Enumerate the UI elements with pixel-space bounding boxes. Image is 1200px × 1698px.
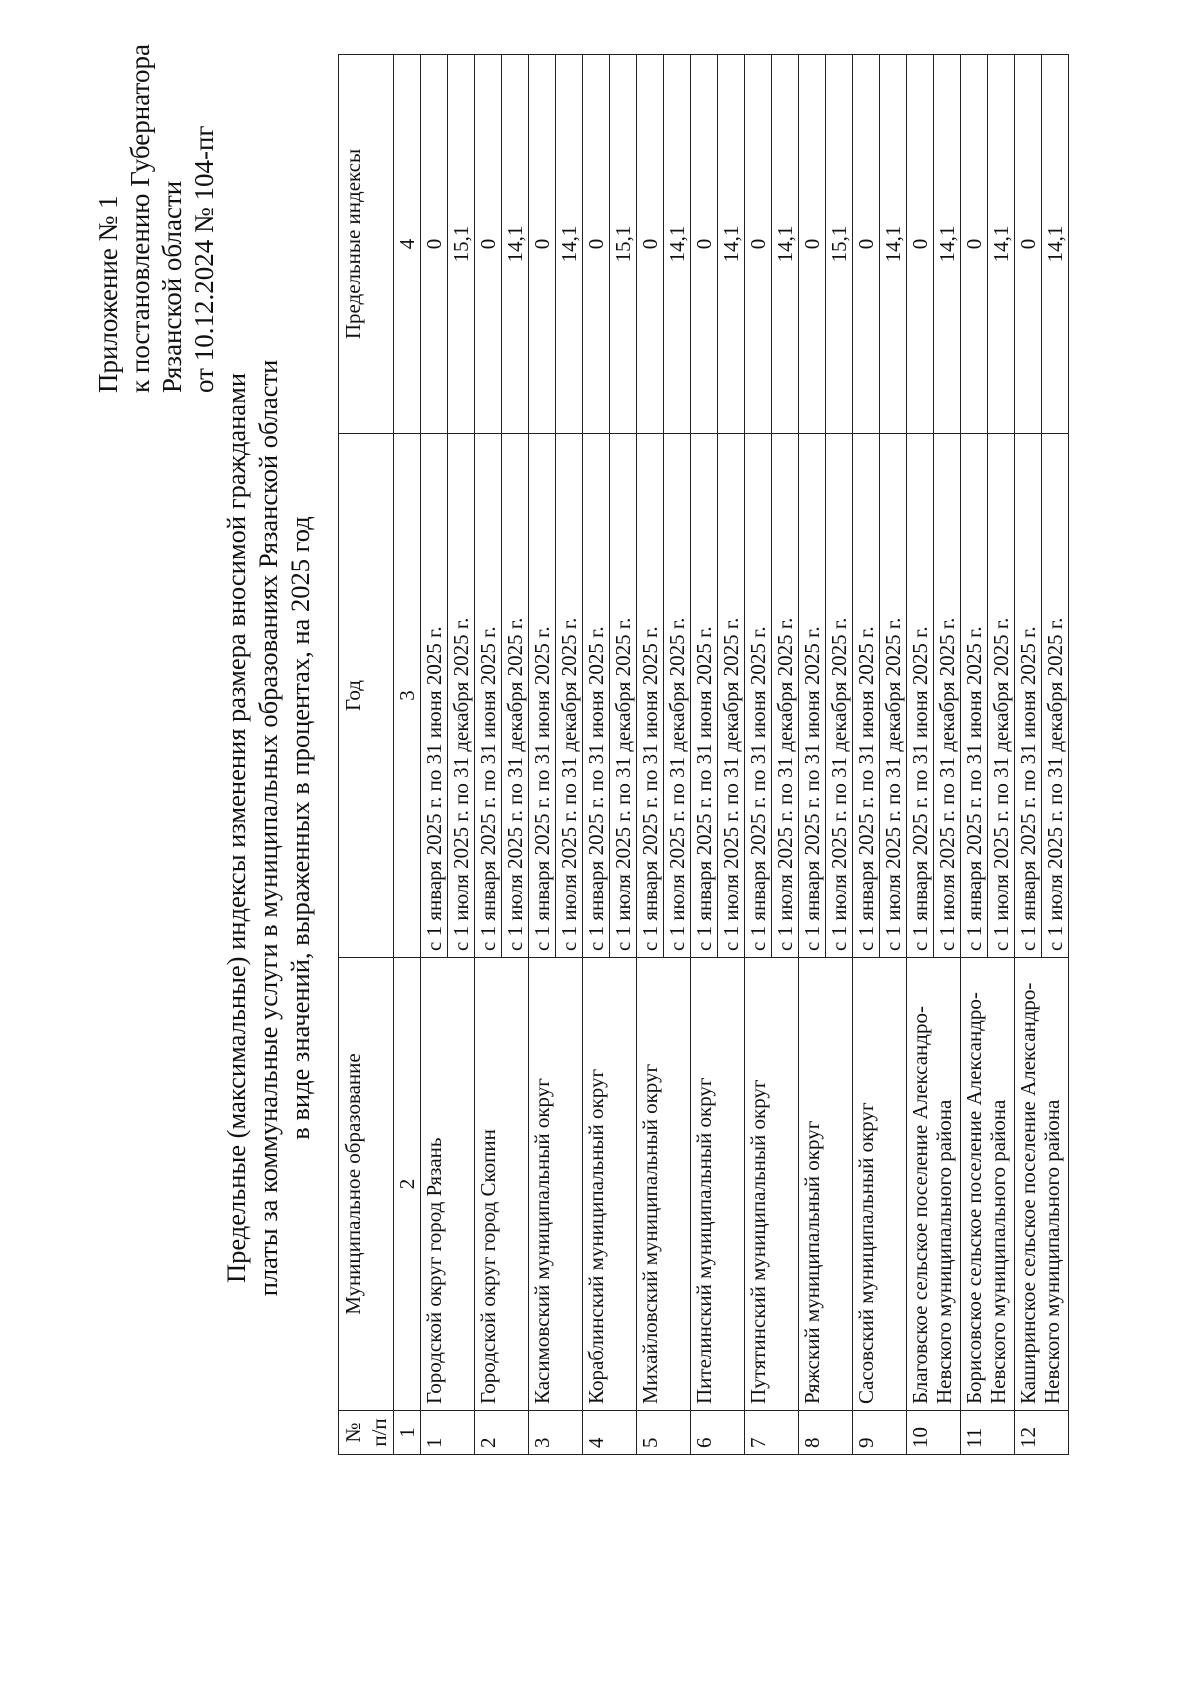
period-cell: с 1 июля 2025 г. по 31 декабря 2025 г. <box>502 434 529 958</box>
municipality-name: Путятинский муниципальный округ <box>745 958 799 1411</box>
period-cell: с 1 января 2025 г. по 31 июня 2025 г. <box>745 434 772 958</box>
index-value: 14,1 <box>880 55 907 434</box>
table-row <box>961 55 988 1455</box>
appendix-line-2: к постановлению Губернатора <box>125 44 155 393</box>
index-value: 14,1 <box>718 55 745 434</box>
index-value: 14,1 <box>772 55 799 434</box>
period-cell: с 1 января 2025 г. по 31 июня 2025 г. <box>421 434 448 958</box>
index-value: 0 <box>1015 55 1042 434</box>
document-title <box>220 178 316 1478</box>
index-value: 14,1 <box>556 55 583 434</box>
row-number: 3 <box>529 1411 583 1455</box>
column-header-number: № п/п <box>339 1411 394 1455</box>
index-value: 0 <box>691 55 718 434</box>
municipality-name: Касимовский муниципальный округ <box>529 958 583 1411</box>
table-header-row <box>339 55 394 1455</box>
municipality-name: Пителинский муниципальный округ <box>691 958 745 1411</box>
period-cell: с 1 июля 2025 г. по 31 декабря 2025 г. <box>772 434 799 958</box>
period-cell: с 1 января 2025 г. по 31 июня 2025 г. <box>1015 434 1042 958</box>
table-row <box>853 55 880 1455</box>
row-number: 2 <box>475 1411 529 1455</box>
period-cell: с 1 января 2025 г. по 31 июня 2025 г. <box>907 434 934 958</box>
index-value: 14,1 <box>502 55 529 434</box>
appendix-line-4: от 10.12.2024 № 104-пг <box>189 125 219 393</box>
title-line-3: в виде значений, выраженных в процентах, на 2025 год <box>285 516 315 1140</box>
row-number: 9 <box>853 1411 907 1455</box>
table-row <box>637 55 664 1455</box>
row-number: 10 <box>907 1411 961 1455</box>
period-cell: с 1 января 2025 г. по 31 июня 2025 г. <box>853 434 880 958</box>
period-cell: с 1 июля 2025 г. по 31 декабря 2025 г. <box>880 434 907 958</box>
indices-table <box>338 54 1069 1455</box>
municipality-name: Городской округ город Скопин <box>475 958 529 1411</box>
period-cell: с 1 января 2025 г. по 31 июня 2025 г. <box>799 434 826 958</box>
index-value: 0 <box>745 55 772 434</box>
column-number: 3 <box>394 434 421 958</box>
table-row <box>421 55 448 1455</box>
table-row <box>799 55 826 1455</box>
index-value: 0 <box>853 55 880 434</box>
row-number: 1 <box>421 1411 475 1455</box>
index-value: 14,1 <box>664 55 691 434</box>
column-header-index: Предельные индексы <box>339 55 394 434</box>
appendix-line-3: Рязанской области <box>157 180 187 393</box>
row-number: 6 <box>691 1411 745 1455</box>
row-number: 12 <box>1015 1411 1069 1455</box>
index-value: 15,1 <box>448 55 475 434</box>
period-cell: с 1 июля 2025 г. по 31 декабря 2025 г. <box>718 434 745 958</box>
column-number: 2 <box>394 958 421 1411</box>
index-value: 15,1 <box>826 55 853 434</box>
index-value: 0 <box>583 55 610 434</box>
row-number: 11 <box>961 1411 1015 1455</box>
table-row <box>1015 55 1042 1455</box>
period-cell: с 1 июля 2025 г. по 31 декабря 2025 г. <box>664 434 691 958</box>
title-line-1: Предельные (максимальные) индексы изменения размера вносимой гражданами <box>221 372 251 1284</box>
period-cell: с 1 января 2025 г. по 31 июня 2025 г. <box>691 434 718 958</box>
index-value: 14,1 <box>1042 55 1069 434</box>
index-value: 0 <box>421 55 448 434</box>
municipality-name: Благовское сельское поселение Александро-Невского муниципального района <box>907 958 961 1411</box>
period-cell: с 1 июля 2025 г. по 31 декабря 2025 г. <box>826 434 853 958</box>
index-value: 0 <box>529 55 556 434</box>
index-value: 0 <box>907 55 934 434</box>
column-header-period: Год <box>339 434 394 958</box>
period-cell: с 1 января 2025 г. по 31 июня 2025 г. <box>583 434 610 958</box>
period-cell: с 1 января 2025 г. по 31 июня 2025 г. <box>475 434 502 958</box>
table-row <box>691 55 718 1455</box>
row-number: 7 <box>745 1411 799 1455</box>
index-value: 15,1 <box>610 55 637 434</box>
index-value: 0 <box>475 55 502 434</box>
title-line-2: платы за коммунальные услуги в муниципальных образованиях Рязанской области <box>253 359 283 1297</box>
period-cell: с 1 июля 2025 г. по 31 декабря 2025 г. <box>448 434 475 958</box>
column-number: 1 <box>394 1411 421 1455</box>
table-row <box>745 55 772 1455</box>
period-cell: с 1 июля 2025 г. по 31 декабря 2025 г. <box>556 434 583 958</box>
municipality-name: Кораблинский муниципальный округ <box>583 958 637 1411</box>
column-number: 4 <box>394 55 421 434</box>
index-value: 0 <box>799 55 826 434</box>
row-number: 4 <box>583 1411 637 1455</box>
municipality-name: Ряжский муниципальный округ <box>799 958 853 1411</box>
column-number-row <box>394 55 421 1455</box>
period-cell: с 1 июля 2025 г. по 31 декабря 2025 г. <box>934 434 961 958</box>
table-row <box>907 55 934 1455</box>
period-cell: с 1 июля 2025 г. по 31 декабря 2025 г. <box>610 434 637 958</box>
period-cell: с 1 июля 2025 г. по 31 декабря 2025 г. <box>1042 434 1069 958</box>
municipality-name: Каширинское сельское поселение Александро-Невского муниципального района <box>1015 958 1069 1411</box>
municipality-name: Городской округ город Рязань <box>421 958 475 1411</box>
period-cell: с 1 января 2025 г. по 31 июня 2025 г. <box>529 434 556 958</box>
index-value: 0 <box>961 55 988 434</box>
period-cell: с 1 января 2025 г. по 31 июня 2025 г. <box>961 434 988 958</box>
column-header-municipality: Муниципальное образование <box>339 958 394 1411</box>
period-cell: с 1 января 2025 г. по 31 июня 2025 г. <box>637 434 664 958</box>
municipality-name: Михайловский муниципальный округ <box>637 958 691 1411</box>
municipality-name: Сасовский муниципальный округ <box>853 958 907 1411</box>
appendix-line-1: Приложение № 1 <box>93 195 123 393</box>
index-value: 0 <box>637 55 664 434</box>
table-row <box>475 55 502 1455</box>
index-value: 14,1 <box>988 55 1015 434</box>
row-number: 8 <box>799 1411 853 1455</box>
municipality-name: Борисовское сельское поселение Александро-Невского муниципального района <box>961 958 1015 1411</box>
table-body <box>421 55 1069 1455</box>
period-cell: с 1 июля 2025 г. по 31 декабря 2025 г. <box>988 434 1015 958</box>
table-row <box>529 55 556 1455</box>
appendix-header <box>92 3 220 393</box>
table-row <box>583 55 610 1455</box>
row-number: 5 <box>637 1411 691 1455</box>
index-value: 14,1 <box>934 55 961 434</box>
